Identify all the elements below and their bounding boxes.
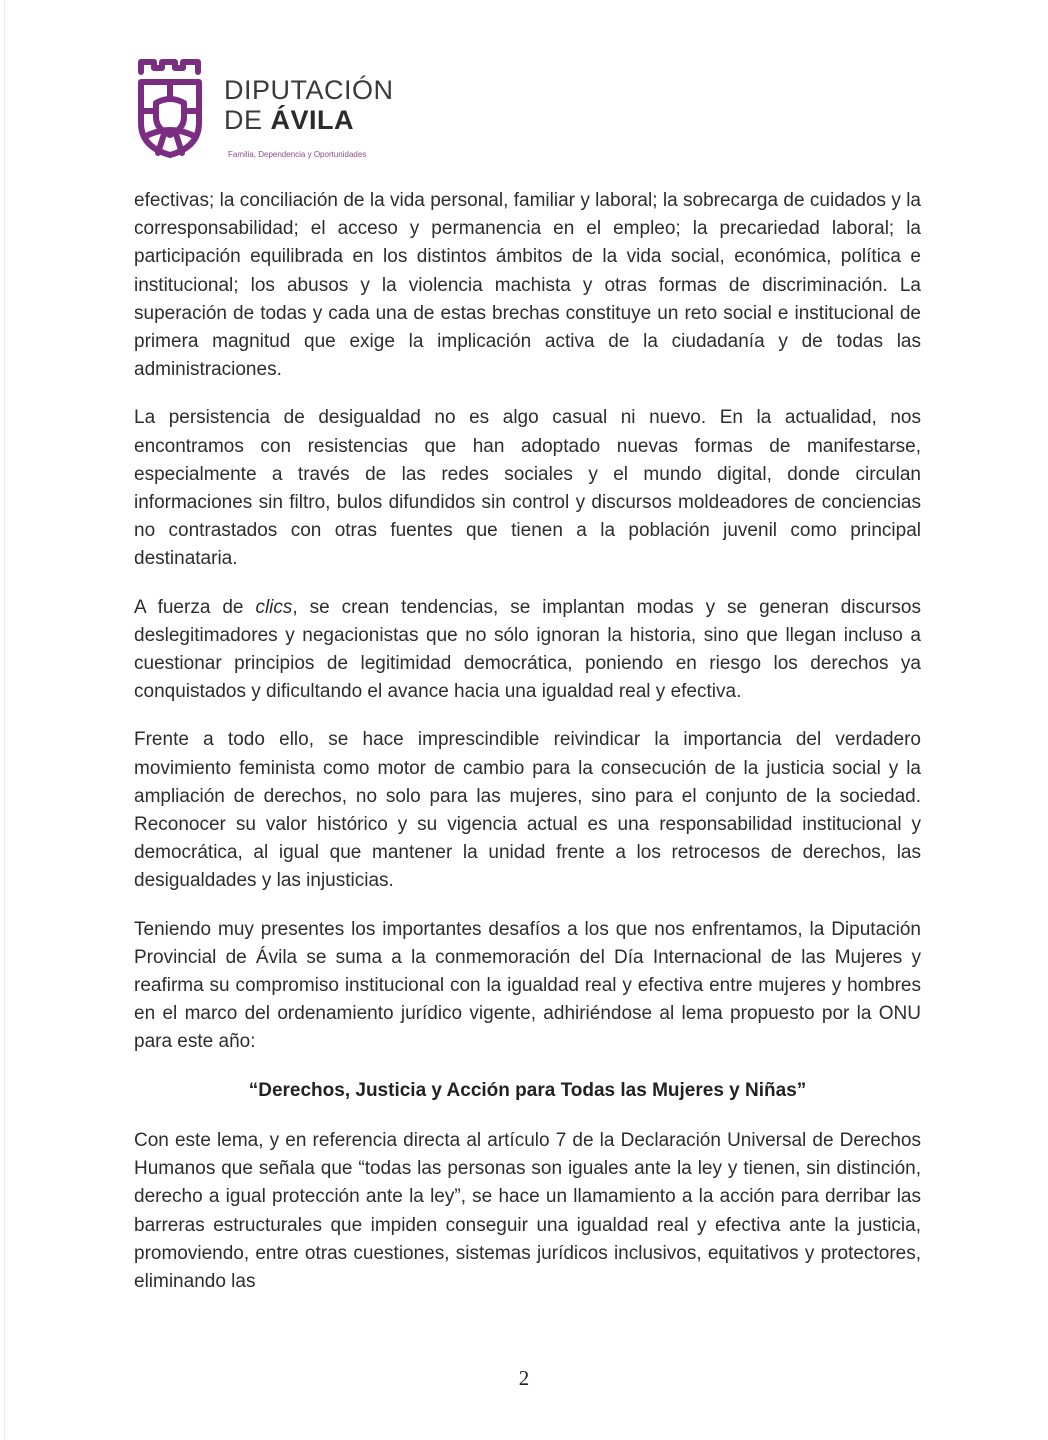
paragraph: efectivas; la conciliación de la vida personal, familiar y laboral; la sobrecarga de cuidados y la corresponsabilidad; el acceso y permanencia en el empleo; la precariedad laboral; la participación equilibrada en los distintos ámbitos de la vida social, económica, política e institucional; los abusos y la violencia machista y otras formas de discriminación. La superación de todas y cada una de estas brechas constituye un reto social e institucional de primera magnitud que exige la implicación activa de la ciudadanía y de todas las administraciones. [134,190,921,381]
institution-name-line2 [224,105,394,135]
document-body [134,187,921,1316]
institution-name-line1: DIPUTACIÓN [224,75,394,105]
paragraph: Teniendo muy presentes los importantes desafíos a los que nos enfrentamos, la Diputación Provincial de Ávila se suma a la conmemoración del Día Internacional de las Mujeres y reafirma su compromiso institucional con la igualdad real y efectiva entre mujeres y hombres en el marco del ordenamiento jurídico vigente, adhiriéndose al lema propuesto por la ONU para este año: [134,918,921,1053]
paragraph [134,594,921,707]
department-subtitle: Familia, Dependencia y Oportunidades [228,150,367,159]
paragraph-prefix: A fuerza de [134,596,256,618]
institution-logo [136,55,406,165]
paragraph-rest: , se crean tendencias, se implantan modas y se generan discursos deslegitimadores y negacionistas que no sólo ignoran la historia, sino que llegan incluso a cuestionar principios de legitimidad democrática, poniendo en riesgo los derechos ya conquistados y dificultando el avance hacia una igualdad real y efectiva. [134,596,921,703]
un-motto: “Derechos, Justicia y Acción para Todas las Mujeres y Niñas” [248,1079,807,1101]
institution-name [224,75,394,135]
page-number: 2 [518,1366,530,1390]
paragraph: Con este lema, y en referencia directa al artículo 7 de la Declaración Universal de Derechos Humanos que señala que “todas las personas son iguales ante la ley y tienen, sin distinción, derecho a igual protección ante la ley”, se hace un llamamiento a la acción para derribar las barreras estructurales que impiden conseguir una igualdad real y efectiva ante la justicia, promoviendo, entre otras cuestiones, sistemas jurídicos inclusivos, equitativos y protectores, eliminando las [134,1129,921,1292]
institution-name-prefix: DE [224,105,271,135]
italic-term: clics [255,596,293,618]
institution-name-bold: ÁVILA [270,105,355,135]
paragraph: Frente a todo ello, se hace imprescindible reivindicar la importancia del verdadero movimiento feminista como motor de cambio para la consecución de la justicia social y la ampliación de derechos, no solo para las mujeres, sino para el conjunto de la sociedad. Reconocer su valor histórico y su vigencia actual es una responsabilidad institucional y democrática, al igual que mantener la unidad frente a los retrocesos de derechos, las desigualdades y las injusticias. [134,729,921,892]
paragraph: La persistencia de desigualdad no es algo casual ni nuevo. En la actualidad, nos encontramos con resistencias que han adoptado nuevas formas de manifestarse, especialmente a través de las redes sociales y el mundo digital, donde circulan informaciones sin filtro, bulos difundidos sin control y discursos moldeadores de conciencias no contrastados con otras fuentes que tienen a la población juvenil como principal destinataria. [134,407,921,570]
castle-shield-icon [136,55,206,160]
